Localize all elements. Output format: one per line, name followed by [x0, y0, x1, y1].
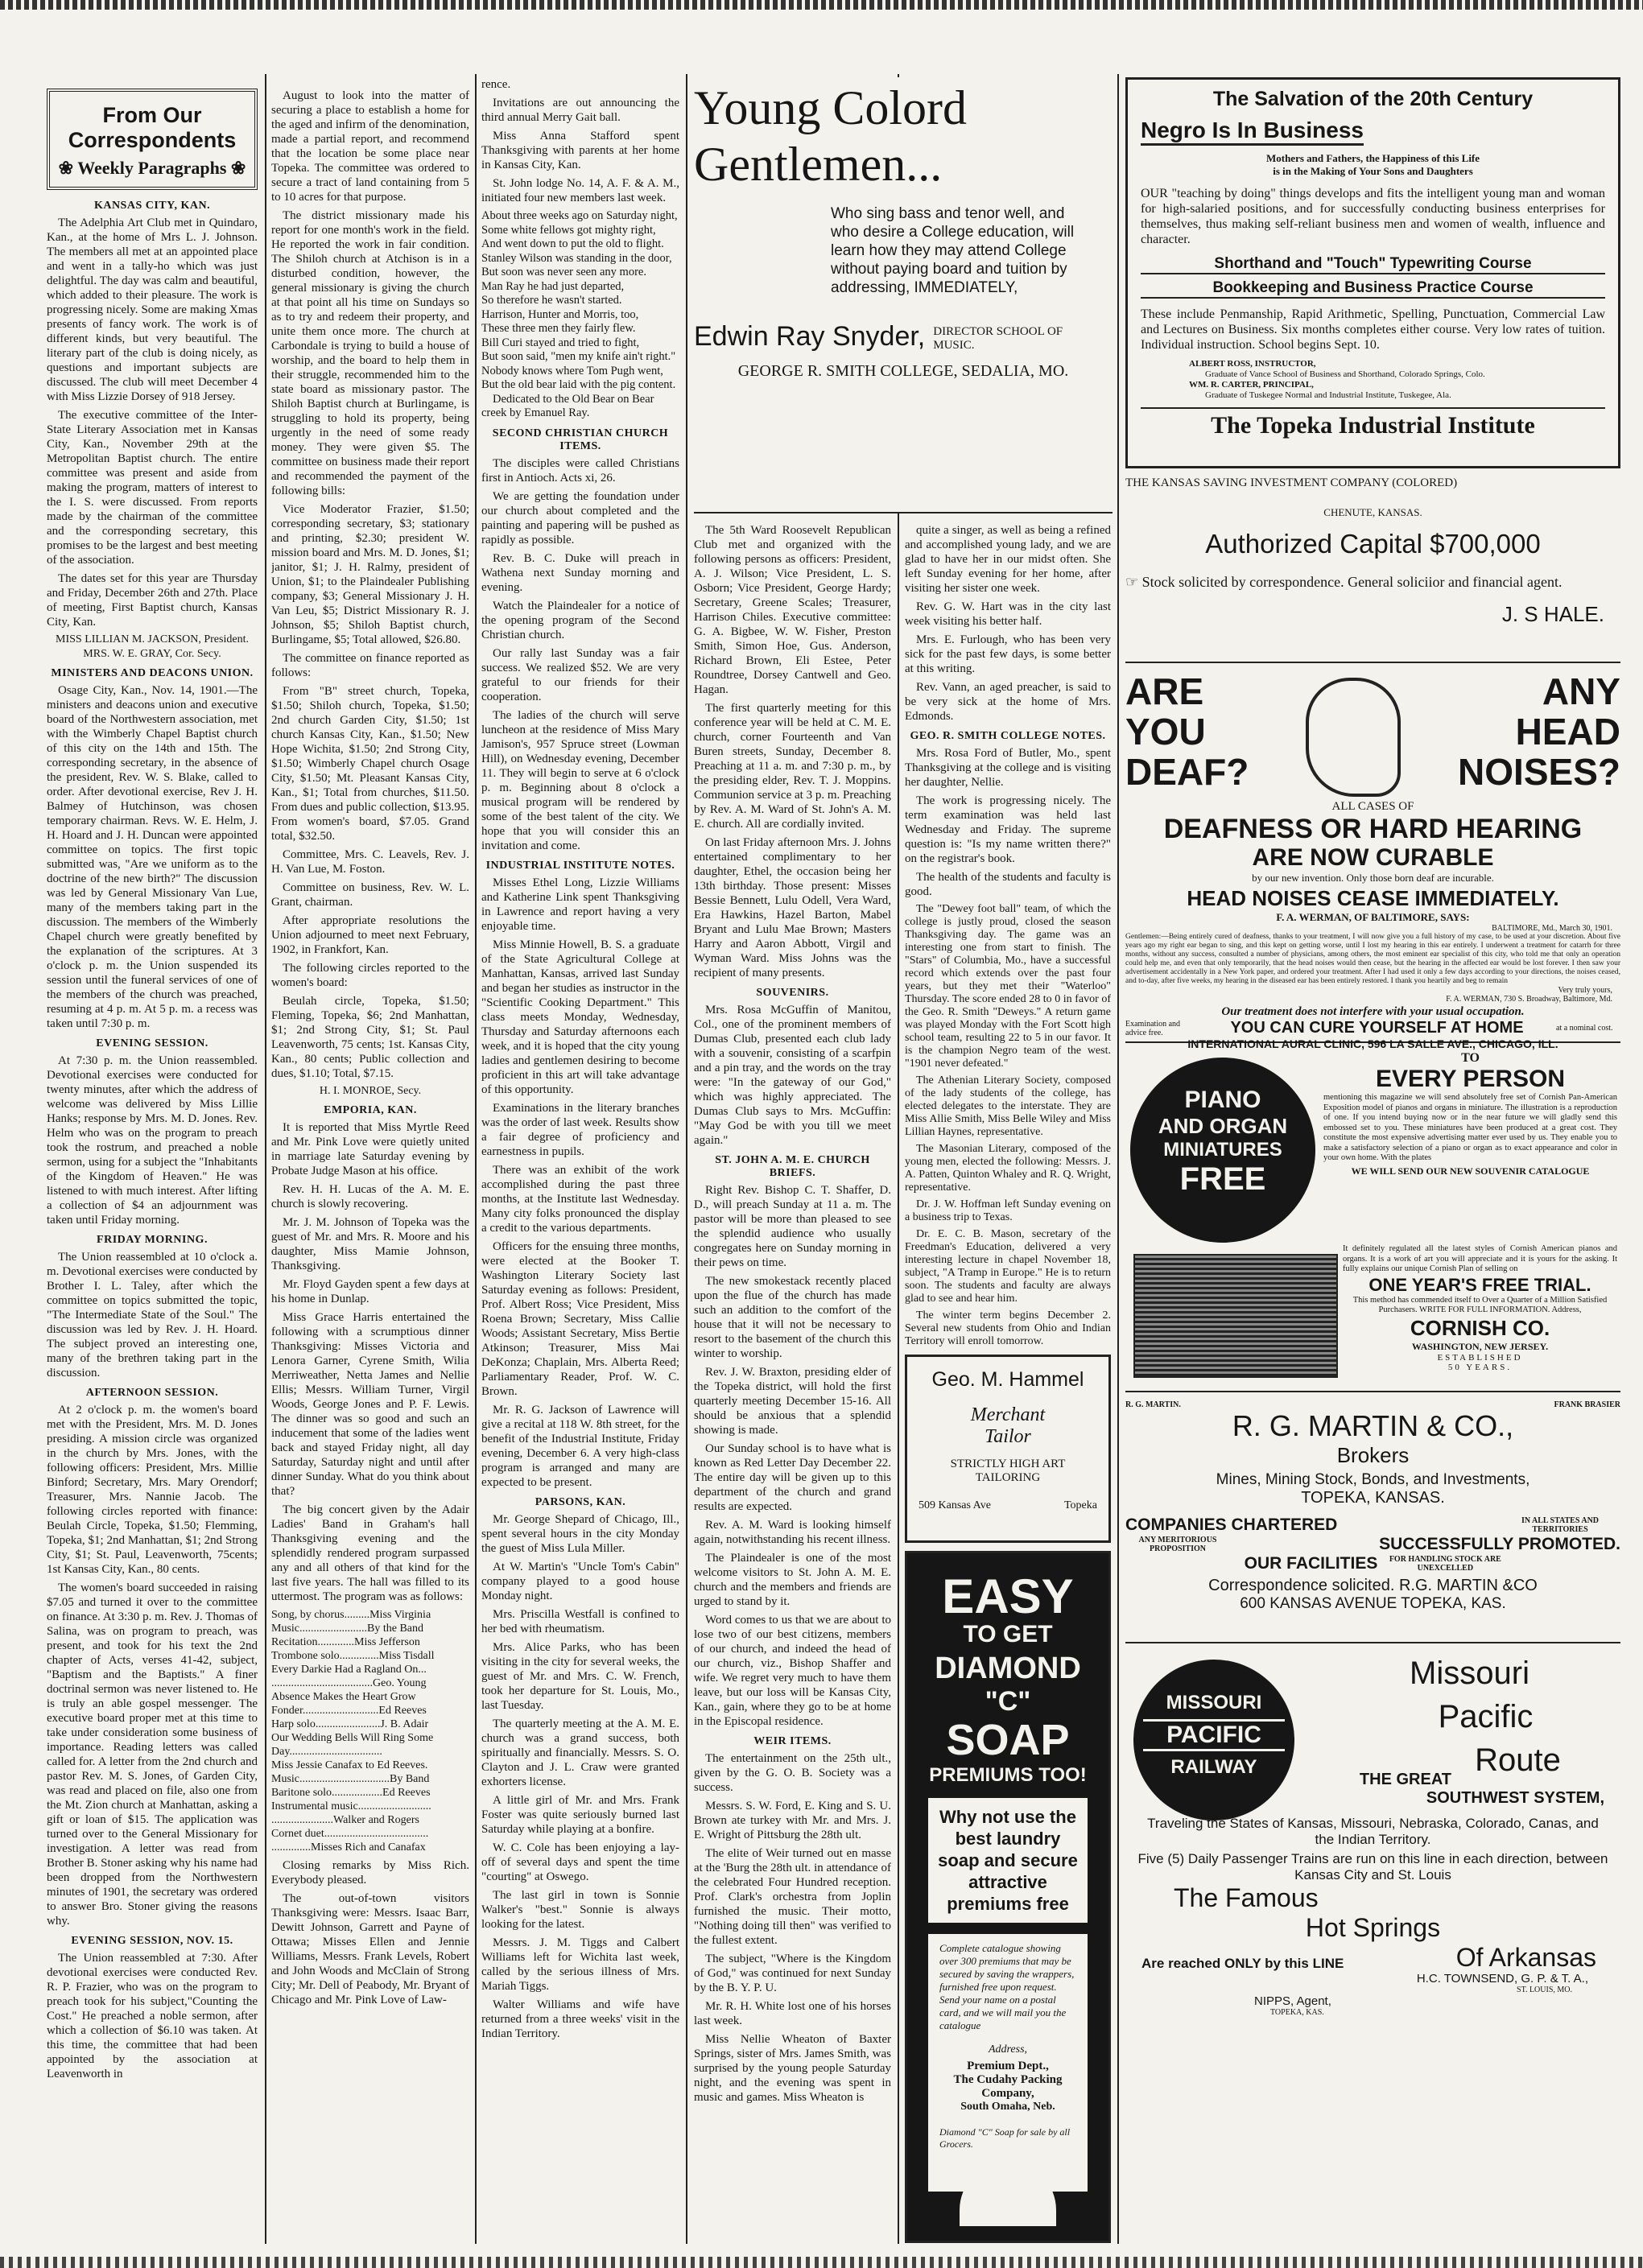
mop-sw: SOUTHWEST SYSTEM,: [1426, 1789, 1604, 1807]
college-name: GEORGE R. SMITH COLLEGE, SEDALIA, MO.: [737, 362, 1069, 380]
tii-body-2: These include Penmanship, Rapid Arithmetic, Spelling, Punctuation, Commercial Law and Lectures on Business. Six months completes either course. Very low rates of tuition. Individual instruction. School begins Sept. 10.: [1141, 307, 1605, 352]
diamond-soap-ad: [905, 1551, 1111, 2243]
mop-topeka: TOPEKA, KAS.: [1270, 2008, 1324, 2017]
rgm-row-3: [1125, 1554, 1620, 1573]
mop-reached: Are reached ONLY by this LINE: [1141, 1956, 1344, 1971]
rgm-companies: COMPANIES CHARTERED: [1125, 1515, 1338, 1534]
column-4: [694, 523, 891, 2244]
tii-subtitle: Negro Is In Business: [1141, 118, 1364, 146]
article-paragraph: The out-of-town visitors Thanksgiving were: Messrs. Isaac Barr, Dewitt Johnson, Garrett and Payne of Ottawa; Misses Ellen and Jennie Williams, Messrs. Frank Levels, Robert and John Woods and McClain of Strong City; Mr. Dell of Peabody, Mr. Bryant of Chicago and Mr. Pink Love of Law-: [271, 1892, 469, 2006]
deaf-vts: F. A. WERMAN, 730 S. Broadway, Baltimore, Md.: [1446, 995, 1612, 1004]
program-line: Day.................................: [271, 1746, 382, 1758]
poem-line: And went down to put the old to flight.: [481, 237, 664, 250]
section-heading: EVENING SESSION, NOV. 15.: [71, 1935, 233, 1947]
article-paragraph: The big concert given by the Adair Ladies' Band in Graham's hall Thanksgiving evening and the splendidly rendered program surpassed any and all others of that kind for the last five years. The hall was filled to its uttermost. The program was as follows:: [271, 1503, 469, 1603]
article-paragraph: The executive committee of the Inter-State Literary Association met in Kansas City, Kan., November 29th at the Metropolitan Baptist church. The entire committee was present and aside from making the program, matters of interest to the I. S. were discussed. From reports made by the chairman of the committee and the corresponding secretary, this promises to be the largest and best meeting of the association.: [47, 409, 258, 567]
rgm-names: [1125, 1400, 1620, 1409]
article-paragraph: St. John lodge No. 14, A. F. & A. M., initiated four new members last week.: [481, 177, 679, 204]
correspondents-title: From Our Correspondents: [68, 103, 237, 152]
soap-c: "C": [985, 1686, 1031, 1717]
signature: H. I. MONROE, Secy.: [319, 1085, 422, 1097]
article-paragraph: Invitations are out announcing the third annual Merry Gait ball.: [481, 97, 679, 124]
rgm-success: SUCCESSFULLY PROMOTED.: [1379, 1535, 1620, 1553]
piano-text-2: It definitely regulated all the latest styles of Cornish American pianos and organs. It is a work of art you will appreciate and it is yours for the asking. It fully explains our unique Cornish Plan of selling on: [1343, 1244, 1617, 1273]
article-paragraph: We are getting the foundation under our church about completed and the painting and papering will be pushed as rapidly as possible.: [481, 489, 679, 546]
deaf-letter: Gentlemen:—Being entirely cured of deafness, thanks to your treatment, I will now give you a full history of my case, to be used at your discretion. About five years ago my right ear began to sing, and this kept on getting worse, until I lost my hearing in this ear entirely. I underwent a treatment for catarrh for three months, without any success, consulted a number of physicians, among others, the most eminent ear specialist of this city, who told me that only an operation could help me, and even that only temporarily, that the head noises would then cease, but the hearing in the affected ear would be lost forever. I then saw your advertisement accidentally in a New York paper, and ordered your treatment. After I had used it only a few days according to your directions, the noises ceased, and to-day, after five weeks, my hearing in the diseased ear has been entirely restored. I thank you heartily and beg to remain: [1125, 933, 1620, 985]
signature: MISS LILLIAN M. JACKSON, President.: [56, 633, 249, 645]
program-line: Cornet duet.....................................: [271, 1828, 429, 1840]
section-heading: EMPORIA, KAN.: [324, 1104, 417, 1116]
article-paragraph: Vice Moderator Frazier, $1.50; corresponding secretary, $3; stationary and printing, $2.30; president W. mission board and Mrs. M. D. Jones, $1; janitor, $1; J. H. Ralmy, president of Union, $1; to the Plaindealer Publishing company, $3; General Missionary J. H. Van Leu, $5; District Missionary R. J. Johnson, $5; Shiloh Baptist church, Burlingame, $5; Total allowed, $26.80.: [271, 503, 469, 646]
poem: [481, 209, 679, 421]
rgm-correspondence: Correspondence solicited. R.G. MARTIN &CO: [1208, 1577, 1538, 1594]
poem-line: Some white fellows got mighty right,: [481, 223, 656, 237]
column-rule: [686, 74, 687, 2244]
soap-easy: EASY: [942, 1569, 1074, 1623]
article-paragraph: The ladies of the church will serve luncheon at the residence of Miss Mary Jamison's, 957 Spruce street (Lowman Hill), on Wednesday evening, December 11. They will begin to serve at 6 o'clock p. m. Beginning about 8 o'clock a musical program will be rendered by some of the best talent of the city. We hope that you will consider this an invitation and come.: [481, 708, 679, 852]
poem-line: About three weeks ago on Saturday night,: [481, 209, 678, 222]
article-paragraph: The Masonian Literary, composed of the young men, elected the following: Messrs. J. A. Patten, Quinton Whaley and R. Q. Wright, representative.: [905, 1143, 1111, 1194]
ksi-signature: J. S HALE.: [1501, 602, 1604, 626]
article-paragraph: After appropriate resolutions the Union adjourned to meet next February, 1902, in Frankfort, Kan.: [271, 914, 469, 956]
section-heading: GEO. R. SMITH COLLEGE NOTES.: [910, 730, 1106, 742]
article-paragraph: Rev. Vann, an aged preacher, is said to be very sick at the home of Mrs. Edmonds.: [905, 681, 1111, 723]
hammel-name: Geo. M. Hammel: [931, 1368, 1084, 1391]
deaf-cure-2: at a nominal cost.: [1556, 1024, 1613, 1033]
deaf-any: ANY: [1542, 670, 1620, 712]
article-paragraph: August to look into the matter of securing a place to establish a home for the aged and infirm of the denomination, made a partial report, and recommend that the location be some place near Topeka. The committee was ordered to secure a tract of land containing from 5 to 10 acres for that purpose.: [271, 89, 469, 204]
poem-line: But soon was never seen any more.: [481, 266, 646, 278]
article-paragraph: Mrs. Rosa McGuffin of Manitou, Col., one of the prominent members of Dumas Club, presented each club lady with a souvenir, consisting of a scarfpin and a pin tray, and the words on the tray were: "In the gateway of our God," which was highly appreciated. The Dumas Club says to Mrs. McGuffin: "May God be with you till we meet again.": [694, 1004, 891, 1147]
rgm-row-1: [1125, 1515, 1620, 1535]
article-paragraph: There was an exhibit of the work accomplished during the past three months, at the Institute last Wednesday. Many city folks pronounced the display a credit to the various departments.: [481, 1163, 679, 1235]
soap-premiums: PREMIUMS TOO!: [929, 1764, 1087, 1786]
article-paragraph: The Union reassembled at 10 o'clock a. m. Devotional exercises were conducted by Brother I. L. Taley, after which the committee on topics submitted the topic, "The Intermediate State of the Soul." The discussion was led by Rev. J. H. Hoard. The subject proved an interesting one, many of the brethren taking part in the discussion.: [47, 1251, 258, 1379]
ksi-text-body: Stock solicited by correspondence. General soliciior and financial agent.: [1141, 574, 1563, 590]
article-paragraph: quite a singer, as well as being a refined and accomplished young lady, and we are glad to have her in our midst often. She left Sunday evening for her home, after visiting her sister one week.: [905, 524, 1111, 595]
article-paragraph: The 5th Ward Roosevelt Republican Club met and organized with the following persons as officers: President, A. J. Wilson; Vice President, L. S. Osborn; Vice President, George Hardy; Secretary, Greene Scales; Treasurer, Harrison Chiles. Executive committee: G. A. Bigbee, W. W. Fisher, Preston Smith, Simon Hoe, Gus. Anderson, Richard Brown, Eli Estee, Peter Roundtree, Dorsey Cantwell and Geo. Hagan.: [694, 524, 891, 696]
article-paragraph: Closing remarks by Miss Rich. Everybody pleased.: [271, 1859, 469, 1887]
mop-hot: Hot Springs: [1305, 1913, 1441, 1942]
article-paragraph: Officers for the ensuing three months, were elected at the Booker T. Washington Literary Society last Saturday evening as follows: President, Prof. Albert Ross; Vice President, Miss Roena Brown; Secretary, Miss Callie Woods; Assistant Secretary, Miss Bertie Atkinson; Treasurer, Miss Mai DeKonza; Chaplain, Mrs. Alberta Reed; Parliamentary Reader, Prof. W. C. Brown.: [481, 1239, 679, 1398]
rgm-name: R. G. MARTIN & CO.,: [1232, 1409, 1514, 1442]
topeka-institute-ad: [1125, 77, 1620, 468]
mop-five: Five (5) Daily Passenger Trains are run on this line in each direction, between Kansas City and St. Louis: [1137, 1851, 1608, 1882]
piano-circle: [1130, 1058, 1315, 1243]
article-paragraph: Walter Williams and wife have returned from a three weeks' visit in the Indian Territory.: [481, 1998, 679, 2040]
program-line: ......................Walker and Rogers: [271, 1814, 419, 1826]
mop-nipps: NIPPS, Agent,: [1254, 1994, 1331, 2008]
article-paragraph: Miss Grace Harris entertained the following with a scrumptious dinner Thanksgiving: Misses Victoria and Lenora Garner, Cyrene Smith, Wilia Merriweather, Netta James and Nellie Ellis; Messrs. William Turner, Virgil Woods, George Jones and P. F. Lewis. The dinner was so good and such an inducement that some of the ladies went back and stayed Friday night, all day Saturday, Saturday night and until after dinner Sunday. What do you think about that?: [271, 1311, 469, 1498]
piano-city: WASHINGTON, NEW JERSEY.: [1411, 1340, 1549, 1352]
program-line: Music................................By Band: [271, 1773, 430, 1785]
article-paragraph: Committee, Mrs. C. Leavels, Rev. J. H. Van Lue, M. Foston.: [271, 848, 469, 876]
article-paragraph: The women's board succeeded in raising $7.05 and turned it over to the committee on finance. At 3:30 p. m. Rev. J. Thomas of Salina, was on program to preach, was present, and took for his text the 2nd chapter of Acts, verses 41-42, subject, "Baptism and the Baptists." A finer doctrinal sermon was never listened to. He is truly an able gospel messenger. The executive board proper met at this time to take under consideration some business of importance. Reading letters was called called for. A letter from the 2nd church and pastor Rev. M. S. Jones, of Garden City, was read and placed on file, also one from the Mt. Zion church at Manhattan, asking a gift or loan of $15. The application was turned over to the General Missionary for investigation. A letter was read from Brother B. Stoner asking why his name had been dropped from the Northwestern minutes of 1901, the secretary was ordered to answer Bro. Stoner giving the reasons why.: [47, 1581, 258, 1928]
article-paragraph: At W. Martin's "Uncle Tom's Cabin" company played to a good house Monday night.: [481, 1560, 679, 1602]
soap-address-label: Address,: [988, 2043, 1028, 2056]
article-paragraph: Mrs. Alice Parks, who has been visiting in the city for several weeks, the guest of Mr. and Mrs. C. W. French, took her departure for St. Louis, Mo., last Tuesday.: [481, 1640, 679, 1712]
soap-toget: TO GET: [963, 1621, 1053, 1647]
piano-text-1: mentioning this magazine we will send absolutely free set of Cornish Pan-American Exposition model of pianos and organs in miniature. The illustration is a reproduction of one. If you intend buying now or in the near future we will gladly send this embossed set to you. These miniatures have been produced at a great cost. They constitute the most expensive advertising matter ever used by us. They enable you to make a satisfactory selection of a piano or organ as to exact appearance and color in your own home. With the plates: [1323, 1093, 1617, 1162]
section-heading: KANSAS CITY, KAN.: [93, 200, 211, 212]
article-paragraph: Mr. J. M. Johnson of Topeka was the guest of Mr. and Mrs. R. Moore and his daughter, Miss Mamie Johnson, Thanksgiving.: [271, 1216, 469, 1272]
soap-footer: Diamond "C" Soap for sale by all Grocers.: [939, 2126, 1071, 2150]
ksi-city: CHENUTE, KANSAS.: [1323, 506, 1422, 518]
ksi-head: THE KANSAS SAVING INVESTMENT COMPANY (COLORED): [1125, 476, 1458, 489]
article-paragraph: The elite of Weir turned out en masse at the 'Burg the 28th ult. in attendance of the celebrated Four Hundred reception. Prof. Clark's orchestra from Joplin furnished the music. Their motto, "Nothing doing till then" was verified to the fullest extent.: [694, 1847, 891, 1947]
deaf-cure-1: Examination and advice free.: [1125, 1019, 1181, 1037]
soap-address-dept: Premium Dept.,: [967, 2060, 1049, 2072]
soap-diamond: DIAMOND: [935, 1652, 1081, 1685]
article-paragraph: The entertainment on the 25th ult., given by the G. O. B. Society was a success.: [694, 1752, 891, 1794]
deaf-clinic: INTERNATIONAL AURAL CLINIC, 596 LA SALLE AVE., CHICAGO, ILL.: [1187, 1037, 1558, 1050]
article-paragraph: Rev. G. W. Hart was in the city last week visiting his better half.: [905, 600, 1111, 628]
article-paragraph: Mr. Floyd Gayden spent a few days at his home in Dunlap.: [271, 1278, 469, 1305]
article-paragraph: Messrs. S. W. Ford, E. King and S. U. Brown ate turkey with Mr. and Mrs. J. E. Wright of Pittsburg the 28th ult.: [694, 1800, 891, 1841]
program-line: ..............Misses Rich and Canafax: [271, 1841, 426, 1854]
article-paragraph: Rev. J. W. Braxton, presiding elder of the Topeka district, will hold the first quarterly meeting December 15-16. All should be anxious that a splendid showing is made.: [694, 1366, 891, 1437]
mop-travel: Traveling the States of Kansas, Missouri, Nebraska, Colorado, Canas, and the Indian Territory.: [1147, 1816, 1599, 1847]
article-paragraph: Beulah circle, Topeka, $1.50; Fleming, Topeka, $6; 2nd Manhattan, $1; 2nd Strong City, $1; St. Paul Leavenworth, 75 cents; 1st. Kansas City, Kan., 80 cents; Public collection and dues, $1.10; Total, $7.15.: [271, 995, 469, 1080]
director-title: DIRECTOR SCHOOL OF MUSIC.: [933, 325, 1063, 352]
article-paragraph: It is reported that Miss Myrtle Reed and Mr. Pink Love were quietly united in marriage late Saturday evening by Probate Judge Mason at his office.: [271, 1121, 469, 1177]
correspondents-subtitle: [58, 158, 246, 179]
article-paragraph: Misses Ethel Long, Lizzie Williams and Katherine Link spent Thanksgiving in Lawrence and report having a very enjoyable time.: [481, 876, 679, 933]
article-paragraph: Dr. J. W. Hoffman left Sunday evening on a business trip to Texas.: [905, 1198, 1111, 1223]
piano-company: CORNISH CO.: [1410, 1315, 1550, 1340]
top-border: [0, 0, 1643, 10]
column-3: [481, 77, 679, 2244]
deaf-big-3: HEAD NOISES CEASE IMMEDIATELY.: [1187, 886, 1559, 910]
piano-c1: PIANO: [1184, 1087, 1261, 1113]
mop-htc: H.C. TOWNSEND, G. P. & T. A.,: [1416, 1972, 1588, 1986]
program-line: Instrumental music..........................: [271, 1800, 431, 1812]
column-5: [905, 523, 1111, 2244]
soap-soap: SOAP: [946, 1716, 1070, 1764]
mop-ark: Of Arkansas: [1455, 1943, 1596, 1972]
kansas-saving-ad: [1125, 468, 1620, 663]
hammel-merchant: Merchant: [970, 1404, 1046, 1425]
program-line: ....................................Geo. Young: [271, 1677, 427, 1689]
program-line: Harp solo.......................J. B. Adair: [271, 1718, 429, 1730]
piano-trial: ONE YEAR'S FREE TRIAL.: [1368, 1274, 1591, 1295]
tii-name: The Topeka Industrial Institute: [1141, 407, 1605, 439]
college-ad: [694, 77, 1113, 513]
poem-line: Bill Curi stayed and tried to fight,: [481, 336, 640, 349]
ksi-capital: Authorized Capital $700,000: [1205, 529, 1541, 559]
column-rule: [1117, 74, 1119, 2244]
article-paragraph: The work is progressing nicely. The term examination was held last Wednesday and Friday. The supreme question is: "Is my name written there?" on the registrar's book.: [905, 794, 1111, 865]
rgm-row-2: [1125, 1535, 1620, 1554]
rgm-states: IN ALL STATES AND TERRITORIES: [1521, 1516, 1600, 1534]
article-paragraph: The subject, "Where is the Kingdom of God," was continued for next Sunday by the B. Y. P. U.: [694, 1953, 891, 1994]
subtitle-text: Weekly Paragraphs: [77, 158, 227, 178]
article-paragraph: Rev. H. H. Lucas of the A. M. E. church is slowly recovering.: [271, 1183, 469, 1210]
article-paragraph: Our rally last Sunday was a fair success. We realized $52. We are very grateful to our friends for their cooperation.: [481, 646, 679, 703]
program-line: Recitation.............Miss Jefferson: [271, 1636, 420, 1648]
program-line: Our Wedding Bells Will Ring Some: [271, 1732, 434, 1744]
mop-stl: ST. LOUIS, MO.: [1517, 1986, 1572, 1994]
article-paragraph: Examinations in the literary branches was the order of last week. Results show a fair degree of proficiency and earnestness in pupils.: [481, 1101, 679, 1158]
article-paragraph: The "Dewey foot ball" team, of which the college is justly proud, closed the season Thanksgiving day. The game was an interesting one from start to finish. The "Stars" of Columbia, Mo., have a successful record which extends over the past four years, but they met their "Waterloo" Thursday. The score ended 28 to 0 in favor of the Geo. R. Smith "Deweys." A return game was played Monday with the Fort Scott high school team, resulting 22 to 5 in our favor. It is the champion Negro team of the west. "1901 never defeated.": [905, 903, 1111, 1070]
deaf-firm: F. A. WERMAN, OF BALTIMORE, SAYS:: [1276, 911, 1470, 923]
ksi-text: [1125, 574, 1620, 591]
rgm-brokers: Brokers: [1336, 1443, 1410, 1467]
missouri-pacific-ad: [1125, 1643, 1620, 2022]
ornament-icon: ❀: [58, 158, 78, 178]
tii-staff: [1141, 359, 1605, 401]
mop-footer: [1125, 1956, 1620, 2017]
article-paragraph: Rev. B. C. Duke will preach in Wathena next Sunday morning and evening.: [481, 551, 679, 594]
column-1: [47, 89, 258, 2244]
rgm-city: TOPEKA, KANSAS.: [1301, 1489, 1445, 1507]
rgm-left: R. G. MARTIN.: [1125, 1400, 1181, 1409]
tii-staff-2b: Graduate of Tuskegee Normal and Industrial Institute, Tuskegee, Ala.: [1205, 390, 1451, 400]
poem-line: Man Ray he had just departed,: [481, 279, 625, 293]
mop-seal-2: PACIFIC: [1143, 1719, 1285, 1751]
article-paragraph: The dates set for this year are Thursday and Friday, December 26th and 27th. Place of meeting, First Baptist church, Kansas City, Kan.: [47, 572, 258, 629]
section-heading: SECOND CHRISTIAN CHURCH ITEMS.: [492, 427, 669, 452]
article-paragraph: Osage City, Kan., Nov. 14, 1901.—The ministers and deacons union and executive board of the Northwestern association, met with the Wimberly Chapel Baptist church of this city on the 14th and 15th. The corresponding secretary, in the absence of the president, Rev. W. S. Blake, called to order. After devotional exercise, Rev J. H. Balmey of Hutchinson, was chosen temporary chairman. Revs. W. E. Helm, J. H. Hoard and J. H. Duncan were appointed committee on topics. The first topic submitted was, "Are we uniform as to the doctrine of the new birth?" The discussion was led by General Missionary Van Lue, many of the members taking part in the discussion. The members of the Wimberly Chapel church were greatly benefited by the explanation of the scriptures. At 3 o'clock p. m. the Union suspended its session until the funeral services of one of the members of the church was preached, resuming at 4 p. m. At 5 p. m. a recess was taken until 7:30 p. m.: [47, 684, 258, 1030]
tii-staff-1: ALBERT ROSS, INSTRUCTOR,: [1189, 359, 1316, 369]
article-paragraph: At 2 o'clock p. m. the women's board met with the President, Mrs. M. D. Jones presiding. A mission circle was organized in the church by Mrs. Jones, with the following officers: President, Mrs. Millie Binford; Secretary, Mrs. Mary Orendorf; Treasurer, Mrs. Nannie Jacob. The following circles reported with finance: Beulah Circle, Topeka, $1.50; Flemming, Topeka, $1; 2nd Manhattan, $1; 2nd Strong City, $1; St. Paul, Leavenworth, 75cents; 1st Kansas City, Kan., 80 cents.: [47, 1404, 258, 1576]
rgm-facilities: OUR FACILITIES: [1244, 1554, 1378, 1573]
rgm-address: 600 KANSAS AVENUE TOPEKA, KAS.: [1240, 1595, 1506, 1612]
article-paragraph: Mrs. Priscilla Westfall is confined to her bed with rheumatism.: [481, 1607, 679, 1635]
article-paragraph: Our Sunday school is to have what is known as Red Letter Day December 22. The entire day will be given up to this department of the church and grand results are expected.: [694, 1442, 891, 1513]
article-paragraph: A little girl of Mr. and Mrs. Frank Foster was quite seriously burned last Saturday while playing at a bonfire.: [481, 1793, 679, 1836]
section-heading: ST. JOHN A. M. E. CHURCH BRIEFS.: [715, 1154, 870, 1179]
article-paragraph: The Union reassembled at 7:30. After devotional exercises were conducted Rev. R. P. Frazier, who was on the program to preach took for his subject,"Counting the Cost." He preached a noble sermon, after which a collection of $6.10 was taken. At this time, the committee that had been appointed by the association at Leavenworth in: [47, 1952, 258, 2080]
piano-lower: [1343, 1244, 1617, 1372]
article-paragraph: The winter term begins December 2. Several new students from Ohio and Indian Territory will enroll tomorrow.: [905, 1309, 1111, 1347]
mop-great: THE GREAT: [1359, 1771, 1451, 1788]
tii-staff-2: WM. R. CARTER, PRINCIPAL,: [1189, 380, 1314, 390]
deaf-yours: [1125, 986, 1620, 1004]
tii-body: OUR "teaching by doing" things develops and fits the intelligent young man and woman for high-salaried positions, and for successfully conducting business enterprises for themselves, thus making self-reliant business men and women of wealth, influence and character.: [1141, 187, 1605, 246]
piano-to: TO: [1461, 1051, 1480, 1065]
hammel-street: 509 Kansas Ave: [919, 1499, 991, 1511]
article-paragraph: The first quarterly meeting for this conference year will be held at C. M. E. church, corner Fourteenth and Van Buren streets, Sunday, December 8. Preaching at 11 a. m. and 7:30 p. m., by the presiding elder, Rev. T. J. Moppins. Communion service at 3 p. m. Preaching by Rev. A. M. Ward of St. John's A. M. E. church. All are cordially invited.: [694, 702, 891, 831]
section-heading: MINISTERS AND DEACONS UNION.: [51, 667, 254, 679]
deaf-left: [1125, 671, 1249, 792]
article-paragraph: On last Friday afternoon Mrs. J. Johns entertained complimentary to her daughter, Ethel, the occasion being her 13th birthday. Those present: Misses Bessie Bennett, Lulu Odell, Vera Ward, Era Hawkins, Hazel Barton, Mabel Bryant and Lulu Mae Brown; Masters Harry and Aaron Abbott, Virgil and Wyman Ward. Miss Johns was the recipient of many presents.: [694, 836, 891, 979]
article-paragraph: The Athenian Literary Society, composed of the lady students of the college, has elected delegates to the interstate. They are Miss Allie Smith, Miss Belle Wiley and Miss Lillian Haynes, representative.: [905, 1074, 1111, 1138]
mop-title: [1327, 1652, 1612, 1782]
article-paragraph: Watch the Plaindealer for a notice of the opening program of the Second Christian church.: [481, 599, 679, 641]
section-heading: WEIR ITEMS.: [753, 1735, 832, 1747]
article-paragraph: The Adelphia Art Club met in Quindaro, Kan., at the home of Mrs L. J. Johnson. The members all met at an appointed place and went in a tally-ho which was just delightful. The day was calm and beautiful, which added to their pleasure. The work is progressing nicely. Some are making Xmas presents of fancy work. The work is of different kinds, but very beautiful. The literary part of the club is doing nicely, as questions and important subjects are discussed. The club will meet December 4 with Miss Lizzie Dorsey of 918 Jersey.: [47, 216, 258, 403]
ear-icon: [1306, 678, 1401, 797]
hammel-address: [919, 1499, 1097, 1512]
soap-address-city: South Omaha, Neb.: [960, 2101, 1055, 2113]
column-rule: [475, 74, 477, 2244]
correspondents-header: [47, 89, 258, 190]
deaf-cure: YOU CAN CURE YOURSELF AT HOME: [1230, 1019, 1524, 1037]
article-paragraph: The Plaindealer is one of the most welcome visitors to St. John A. M. E. church and the members and friends are urged to stand by it.: [694, 1552, 891, 1608]
article-paragraph: The health of the students and faculty is good.: [905, 871, 1111, 898]
article-paragraph: Messrs. J. M. Tiggs and Calbert Williams left for Wichita last week, called by the serious illness of Mrs. Mariah Tiggs.: [481, 1936, 679, 1993]
article-paragraph: The last girl in town is Sonnie Walker's "best." Sonnie is always looking for the latest.: [481, 1888, 679, 1931]
tii-course-2: Bookkeeping and Business Practice Course: [1141, 279, 1605, 299]
article-paragraph: The district missionary made his report for one month's work in the field. He reported the work in fair condition. The Shiloh church at Atchison is in a disturbed condition, however, the general missionary is giving the church at that point all his time on Sundays so as to try and redeem their property, and unite them once more. The church at Carbondale is trying to build a house of worship, and the board to help them in their struggle, recommended him to the state board as missionary pastor. The Shiloh Baptist church at Burlingame, is struggling to hold its property, being urgently in the need of some ready money. They were given $5. The committee on business made their report and recommended the payment of the following bills:: [271, 209, 469, 497]
hammel-tailor-ad: [905, 1355, 1111, 1543]
article-paragraph: Mrs. Rosa Ford of Butler, Mo., spent Thanksgiving at the college and is visiting her daughter, Nellie.: [905, 747, 1111, 789]
article-paragraph: Miss Nellie Wheaton of Baxter Springs, sister of Mrs. James Smith, was surprised by the young people Saturday night, and the evening was spent in music and games. Miss Wheaton is: [694, 2033, 891, 2104]
piano-c4: FREE: [1179, 1161, 1266, 1197]
deaf-cure-line: [1125, 1019, 1620, 1037]
mop-body: [1125, 1771, 1620, 1973]
section-heading: FRIDAY MORNING.: [97, 1234, 208, 1246]
deaf-date: BALTIMORE, Md., March 30, 1901.: [1492, 924, 1612, 933]
program-line: Fonder...........................Ed Reeves: [271, 1705, 427, 1717]
section-heading: PARSONS, KAN.: [535, 1495, 626, 1508]
article-paragraph: Committee on business, Rev. W. L. Grant, chairman.: [271, 881, 469, 909]
mop-title-2: Pacific: [1438, 1699, 1534, 1734]
piano-right: [1323, 1051, 1617, 1177]
deaf-head: HEAD: [1515, 711, 1620, 753]
rg-martin-ad: [1125, 1392, 1620, 1643]
article-paragraph: Miss Minnie Howell, B. S. a graduate of the State Agricultural College at Manhattan, Kansas, arrived last Sunday and began her studies as instructor in the "Scientific Cooking Department." This class meets Monday, Wednesday, Thursday and Saturday afternoons each week, and it is hoped that the city young ladies and gentlemen desiring to become proficient in this art will take advantage of this opportunity.: [481, 938, 679, 1096]
article-paragraph: Mr. George Shepard of Chicago, Ill., spent several hours in the city Monday the guest of Miss Lula Miller.: [481, 1512, 679, 1555]
poem-line: Dedicated to the Old Bear on Bear creek by Emanuel Ray.: [481, 392, 654, 419]
deaf-right: [1458, 671, 1620, 792]
section-heading: SOUVENIRS.: [756, 987, 829, 999]
tii-tagline-2: is in the Making of Your Sons and Daughters: [1273, 165, 1473, 177]
poem-line: But the old bear laid with the pig content.: [481, 378, 676, 391]
tii-tagline-1: Mothers and Fathers, the Happiness of this Life: [1265, 152, 1480, 164]
ornament-icon: ❀: [226, 158, 246, 178]
article-paragraph: Mr. R. H. White lost one of his horses last week.: [694, 2000, 891, 2027]
college-ad-contact: [694, 321, 1113, 353]
tii-title: The Salvation of the 20th Century: [1212, 88, 1534, 110]
article-paragraph: Word comes to us that we are about to lose two of our best citizens, members of our church, and indeed the head of our church, viz., Bishop Shaffer and wife. We regret very much to have them leave, but our loss will be Kansas City, Kan., gain, where they go to be at home in the Episcopal residence.: [694, 1614, 891, 1728]
article-paragraph: At 7:30 p. m. the Union reassembled. Devotional exercises were conducted for twenty minutes, after which the address of welcome was delivered by Miss Lillie Hanks; response by Mrs. M. D. Jones. Rev. Helm who was on the program to preach took the rostrum, and preached a noble sermon, using for a subject the "Inhabitants of the Kingdom of Heaven." He was listened to with much interest. After lifting a collection of $4 an adjournment was taken until Friday morning.: [47, 1054, 258, 1227]
deaf-all: ALL CASES OF: [1331, 800, 1414, 813]
signature: MRS. W. E. GRAY, Cor. Secy.: [83, 648, 221, 660]
section-heading: INDUSTRIAL INSTITUTE NOTES.: [485, 859, 675, 872]
bottom-border: [0, 2257, 1643, 2268]
deaf-big-2: ARE NOW CURABLE: [1252, 844, 1494, 871]
section-heading: EVENING SESSION.: [96, 1037, 208, 1049]
deaf-you: YOU: [1125, 711, 1206, 753]
poem-line: Stanley Wilson was standing in the door,: [481, 251, 672, 265]
article-paragraph: Mr. R. G. Jackson of Lawrence will give a recital at 118 W. 8th street, for the benefit of the Industrial Institute, Friday evening, December 6. A very high-class program is arranged and many are expected to be present.: [481, 1403, 679, 1489]
tii-staff-1b: Graduate of Vance School of Business and Shorthand, Colorado Springs, Colo.: [1205, 369, 1485, 379]
program-line: Miss Jessie Canafax to Ed Reeves.: [271, 1759, 428, 1771]
piano-years: 50 YEARS.: [1447, 1362, 1513, 1372]
deaf-big-1: DEAFNESS OR HARD HEARING: [1163, 814, 1583, 844]
rgm-mines: Mines, Mining Stock, Bonds, and Investments,: [1216, 1471, 1530, 1488]
article-paragraph: Miss Anna Stafford spent Thanksgiving with parents at her home in Kansas City, Kan.: [481, 130, 679, 171]
article-paragraph: The disciples were called Christians first in Antioch. Acts xi, 26.: [481, 456, 679, 485]
piano-est: ESTABLISHED: [1437, 1352, 1523, 1363]
college-ad-headline-1: Young Colord: [694, 81, 967, 134]
deaf-are: ARE: [1125, 670, 1204, 712]
article-paragraph: Right Rev. Bishop C. T. Shaffer, D. D., will preach Sunday at 11 a. m. The pastor will be more than pleased to see the splendid audience who usually congregates here on Sunday morning in their pews on time.: [694, 1184, 891, 1269]
mop-title-3: Route: [1475, 1742, 1561, 1778]
rgm-right: FRANK BRASIER: [1554, 1400, 1620, 1409]
hammel-tailor: Tailor: [985, 1426, 1031, 1447]
college-ad-text: Who sing bass and tenor well, and who desire a College education, will learn how they may attend College without paying board and tuition by addressing, IMMEDIATELY,: [831, 205, 1075, 296]
program-line: Trombone solo..............Miss Tisdall: [271, 1650, 435, 1662]
deaf-deaf: DEAF?: [1125, 751, 1249, 793]
piano-text-3: This method has commended itself to Over a Quarter of a Million Satisfied Purchasers. WRITE FOR FULL INFORMATION. Address,: [1352, 1295, 1608, 1314]
mop-title-1: Missouri: [1410, 1656, 1529, 1691]
piano-c3: MINIATURES: [1163, 1139, 1282, 1161]
rgm-facilities-2: FOR HANDLING STOCK ARE UNEXCELLED: [1389, 1555, 1501, 1573]
piano-organ-ad: [1125, 1043, 1620, 1392]
program-line: Song, by chorus.........Miss Virginia: [271, 1609, 431, 1621]
concert-program: [271, 1608, 469, 1854]
deaf-top: [1125, 671, 1620, 797]
college-ad-headline-2: Gentlemen...: [694, 138, 943, 191]
hammel-tailoring: TAILORING: [975, 1471, 1041, 1484]
program-line: Baritone solo..................Ed Reeves: [271, 1787, 431, 1799]
poem-line: These three men they fairly flew.: [481, 322, 636, 335]
rgm-any: ANY MERITORIOUS PROPOSITION: [1138, 1536, 1217, 1553]
article-paragraph: W. C. Cole has been enjoying a lay-off of several days and spent the time "courting" at Oswego.: [481, 1841, 679, 1883]
mop-famous: The Famous: [1174, 1883, 1319, 1912]
deaf-noises: NOISES?: [1458, 751, 1620, 793]
deaf-small: by our new invention. Only those born deaf are incurable.: [1252, 872, 1494, 884]
article-paragraph: The quarterly meeting at the A. M. E. church was a grand success, both spiritually and financially. Messrs. S. O. Clayton and J. L. Craw were granted exhorters license.: [481, 1717, 679, 1788]
article-paragraph: The committee on finance reported as follows:: [271, 652, 469, 679]
mop-seal-1: MISSOURI: [1166, 1692, 1262, 1713]
soap-why: Why not use the best laundry soap and secure attractive premiums free: [928, 1798, 1088, 1923]
director-name: Edwin Ray Snyder,: [694, 321, 926, 352]
program-line: Absence Makes the Heart Grow: [271, 1691, 416, 1703]
hammel-city: Topeka: [1063, 1499, 1097, 1511]
deaf-note: Our treatment does not interfere with your usual occupation.: [1221, 1005, 1525, 1018]
deafness-ad: [1125, 663, 1620, 1050]
article-paragraph: From "B" street church, Topeka, $1.50; Shiloh church, Topeka, $1.50; 2nd church Garden City, $1.50; 1st church Kansas City, Kan., $1.50; New Hope Wichita, $1.50; 2nd Strong City, $1.50; Wimberly Chapel church Osage City, $1.50; Mt. Pleasant Kansas City, Kan., $1; Total from churches, $11.50. From dues and public collection, $13.95. From women's board, $7.05. Grand total, $32.50.: [271, 685, 469, 843]
article-paragraph: The new smokestack recently placed upon the flue of the church has made such an addition to the comfort of the house that it will not be necessary to resort to the basement of the church this winter to worship.: [694, 1275, 891, 1360]
deaf-vt: Very truly yours,: [1558, 986, 1612, 995]
program-line: Every Darkie Had a Ragland On...: [271, 1664, 427, 1676]
section-heading: AFTERNOON SESSION.: [85, 1387, 219, 1399]
hand-pointer-icon: ☞: [1125, 574, 1142, 590]
hammel-art: STRICTLY HIGH ART: [950, 1458, 1066, 1470]
mop-seal-3: RAILWAY: [1170, 1756, 1257, 1778]
tii-course-1: Shorthand and "Touch" Typewriting Course: [1141, 255, 1605, 274]
poem-line: So therefore he wasn't started.: [481, 294, 622, 307]
article-paragraph: The following circles reported to the women's board:: [271, 962, 469, 989]
program-line: Music........................By the Band: [271, 1623, 423, 1635]
article-paragraph: Mrs. E. Furlough, who has been very sick for the past few days, is some better at this writing.: [905, 633, 1111, 675]
piano-c2: AND ORGAN: [1158, 1114, 1288, 1138]
soap-catalogue: [928, 1934, 1088, 2192]
article-paragraph: Dr. E. C. B. Mason, secretary of the Freedman's Education, delivered a very interesting lecture in chapel November 18, subject, "A Tramp in Europe." He is to return soon. The students and faculty are always glad to see and hear him.: [905, 1228, 1111, 1305]
poem-line: But soon said, "men my knife ain't right.": [481, 350, 676, 363]
poem-line: Harrison, Hunter and Morris, too,: [481, 307, 639, 321]
right-ads-column: [1125, 77, 1620, 2244]
column-rule: [265, 74, 266, 2244]
piano-every: EVERY PERSON: [1375, 1066, 1566, 1092]
article-paragraph: Rev. A. M. Ward is looking himself again, notwithstanding his recent illness.: [694, 1519, 891, 1546]
soap-cat-text: Complete catalogue showing over 300 premiums that may be secured by saving the wrappers, furnished free upon request. Send your name on a postal card, and we will mail you the catalogue: [939, 1942, 1075, 2031]
piano-souvenir: WE WILL SEND OUR NEW SOUVENIR CATALOGUE: [1351, 1165, 1590, 1177]
column-2: [271, 89, 469, 2244]
organ-illustration-icon: [1133, 1254, 1338, 1378]
soap-address-company: The Cudahy Packing Company,: [953, 2073, 1063, 2100]
article-paragraph: rence.: [481, 78, 511, 91]
poem-line: Nobody knows where Tom Pugh went,: [481, 364, 663, 377]
